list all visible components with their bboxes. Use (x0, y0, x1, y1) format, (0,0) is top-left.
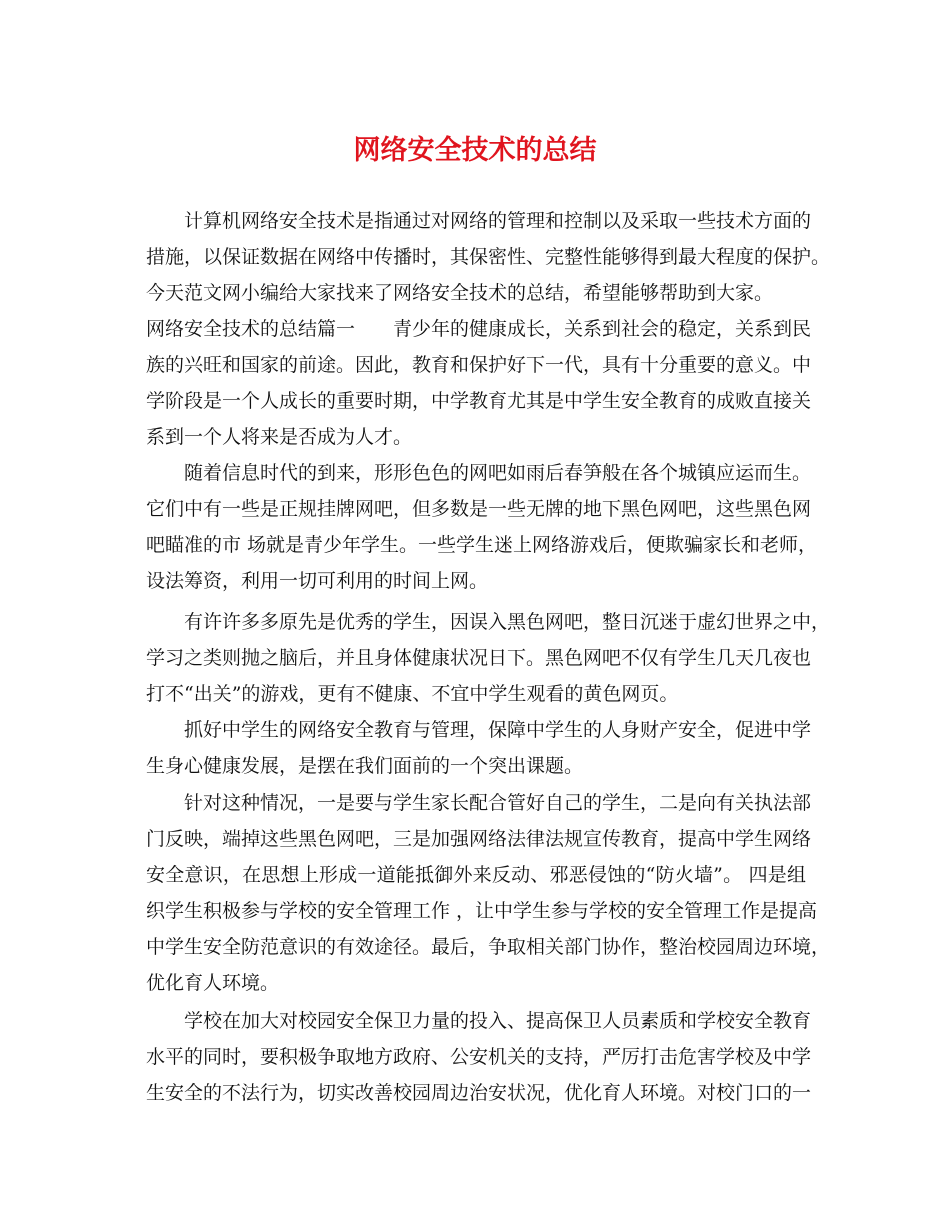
text-line: 族的兴旺和国家的前途。因此，教育和保护好下一代，具有十分重要的意义。中 (146, 354, 812, 376)
text-line: 它们中有一些是正规挂牌网吧，但多数是一些无牌的地下黑色网吧，这些黑色网 (146, 498, 812, 520)
text-line: 系到一个人将来是否成为人才。 (146, 426, 413, 448)
text-line: 计算机网络安全技术是指通过对网络的管理和控制以及采取一些技术方面的 (184, 210, 812, 232)
text-line: 门反映，端掉这些黑色网吧，三是加强网络法律法规宣传教育，提高中学生网络 (146, 828, 812, 850)
text-line: 有许许多多原先是优秀的学生，因误入黑色网吧，整日沉迷于虚幻世界之中， (184, 611, 831, 633)
text-line: 吧瞄准的市 场就是青少年学生。一些学生迷上网络游戏后，便欺骗家长和老师， (146, 534, 818, 556)
text-line: 学校在加大对校园安全保卫力量的投入、提高保卫人员素质和学校安全教育 (184, 1010, 812, 1032)
text-line: 设法筹资，利用一切可利用的时间上网。 (146, 570, 489, 592)
text-line: 安全意识，在思想上形成一道能抵御外来反动、邪恶侵蚀的“防火墙”。 四是组 (146, 864, 806, 886)
text-line: 生安全的不法行为，切实改善校园周边治安状况，优化育人环境。对校门口的一 (146, 1082, 812, 1104)
text-line: 抓好中学生的网络安全教育与管理，保障中学生的人身财产安全，促进中学 (184, 719, 812, 741)
text-line: 打不“出关”的游戏，更有不健康、不宜中学生观看的黄色网页。 (146, 683, 679, 705)
text-line: 网络安全技术的总结篇一 青少年的健康成长，关系到社会的稳定，关系到民 (146, 318, 812, 340)
text-line: 针对这种情况，一是要与学生家长配合管好自己的学生，二是向有关执法部 (184, 792, 812, 814)
text-line: 水平的同时，要积极争取地方政府、公安机关的支持，严厉打击危害学校及中学 (146, 1046, 812, 1068)
text-line: 织学生积极参与学校的安全管理工作 ，让中学生参与学校的安全管理工作是提高 (146, 900, 818, 922)
text-line: 生身心健康发展，是摆在我们面前的一个突出课题。 (146, 755, 584, 777)
text-line: 今天范文网小编给大家找来了网络安全技术的总结，希望能够帮助到大家。 (146, 282, 774, 304)
text-line: 优化育人环境。 (146, 972, 280, 994)
text-line: 中学生安全防范意识的有效途径。最后，争取相关部门协作，整治校园周边环境， (146, 936, 831, 958)
document-title: 网络安全技术的总结 (353, 135, 597, 166)
text-line: 学阶段是一个人成长的重要时期，中学教育尤其是中学生安全教育的成败直接关 (146, 390, 812, 412)
text-line: 措施，以保证数据在网络中传播时，其保密性、完整性能够得到最大程度的保护。 (146, 246, 831, 268)
text-line: 学习之类则抛之脑后，并且身体健康状况日下。黑色网吧不仅有学生几天几夜也 (146, 647, 812, 669)
text-line: 随着信息时代的到来，形形色色的网吧如雨后春笋般在各个城镇应运而生。 (184, 462, 812, 484)
